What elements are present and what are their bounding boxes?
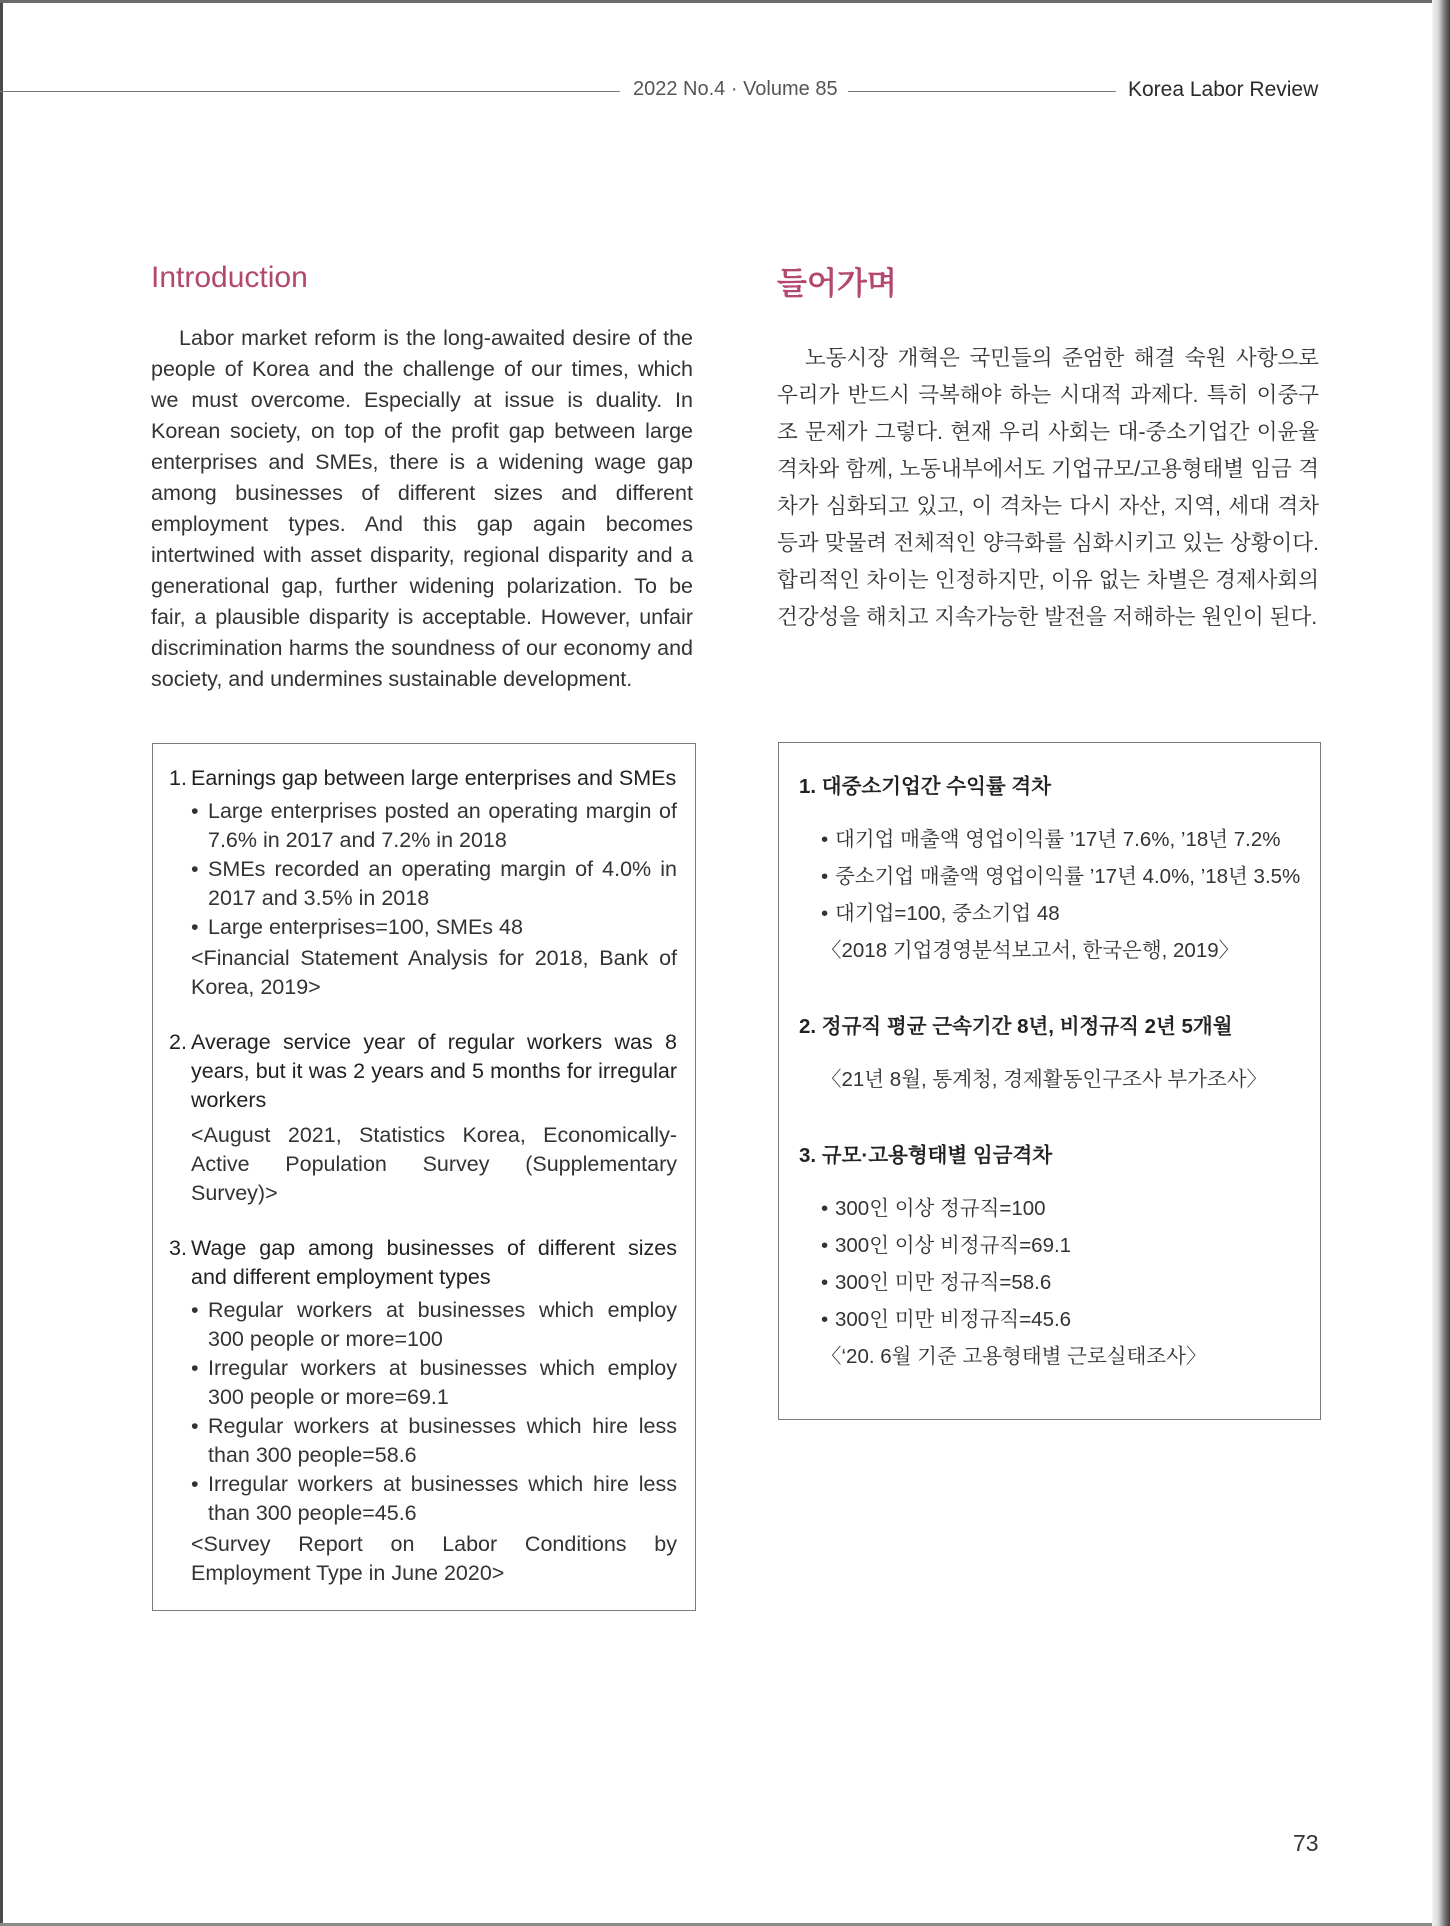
source-citation: <Survey Report on Labor Conditions by Employment Type in June 2020> — [191, 1532, 677, 1585]
page-number: 73 — [1293, 1830, 1319, 1856]
box-item — [799, 1013, 1302, 1098]
bullet-dot-icon: • — [821, 902, 829, 925]
intro-paragraph-korean: 노동시장 개혁은 국민들의 준엄한 해결 숙원 사항으로 우리가 반드시 극복해야 하는 시대적 과제다. 특히 이중구조 문제가 그렇다. 현재 우리 사회는 대-중소기업간 이윤율 격차와 함께, 노동내부에서도 기업규모/고용형태별 임금 격차가 심화되고 있고, 이 격차는 다시 자산, 지역, 세대 격차 등과 맞물려 전체적인 양극화를 심화시키고 있는 상황이다. 합리적인 차이는 인정하지만, 이유 없는 차별은 경제사회의 건강성을 해치고 지속가능한 발전을 저해하는 원인이 된다. — [777, 346, 1319, 629]
box-item-title: 2. 정규직 평균 근속기간 8년, 비정규직 2년 5개월 — [799, 1015, 1233, 1038]
box-item-title: 3. 규모·고용형태별 임금격차 — [799, 1144, 1053, 1167]
box-item-title: 3. Wage gap among businesses of different sizes and different employment types — [169, 1236, 677, 1289]
page-edge-shadow — [1432, 0, 1450, 1926]
bullet-dot-icon: • — [821, 828, 829, 851]
issue-info: 2022 No.4 · Volume 85 — [633, 78, 838, 100]
bullet-dot-icon: • — [821, 1234, 829, 1257]
section-title-korean: 들어가며 — [777, 266, 897, 301]
bullet-item: • 300인 이상 비정규직=69.1 — [821, 1227, 1302, 1264]
source-citation: <August 2021, Statistics Korea, Economically-Active Population Survey (Supplementary Survey)> — [191, 1123, 677, 1205]
bullet-item: • 대기업 매출액 영업이익률 ’17년 7.6%, ’18년 7.2% — [821, 821, 1302, 858]
bullet-dot-icon: • — [191, 799, 199, 823]
box-item — [799, 1142, 1302, 1375]
statistics-box-english — [152, 743, 696, 1611]
bullet-item: • Irregular workers at businesses which employ 300 people or more=69.1 — [191, 1356, 677, 1409]
header-rule-left — [0, 91, 620, 92]
journal-title: Korea Labor Review — [1128, 78, 1319, 101]
box-item — [169, 764, 677, 1002]
source-citation: 〈2018 기업경영분석보고서, 한국은행, 2019〉 — [821, 939, 1240, 962]
bullet-item: • 300인 이상 정규직=100 — [821, 1190, 1302, 1227]
bullet-dot-icon: • — [821, 1308, 829, 1331]
bullet-item: • Irregular workers at businesses which hire less than 300 people=45.6 — [191, 1472, 677, 1525]
statistics-box-korean — [778, 742, 1321, 1420]
bullet-item: • Large enterprises=100, SMEs 48 — [191, 913, 677, 942]
bullet-item: • Regular workers at businesses which employ 300 people or more=100 — [191, 1298, 677, 1351]
source-citation: <Financial Statement Analysis for 2018, Bank of Korea, 2019> — [191, 946, 677, 999]
page-frame-top — [0, 0, 1432, 3]
box-item — [169, 1234, 677, 1588]
bullet-dot-icon: • — [191, 1472, 199, 1496]
bullet-list — [799, 821, 1302, 932]
source-citation: 〈21년 8월, 통계청, 경제활동인구조사 부가조사〉 — [821, 1068, 1268, 1091]
bullet-item: • SMEs recorded an operating margin of 4.0% in 2017 and 3.5% in 2018 — [191, 857, 677, 910]
bullet-dot-icon: • — [191, 1414, 199, 1438]
intro-paragraph-english: Labor market reform is the long-awaited desire of the people of Korea and the challenge of our times, which we must overcome. Especially at issue is duality. In Korean society, on top of the profit gap between large enterprises and SMEs, there is a widening wage gap among businesses of different sizes and different employment types. And this gap again becomes intertwined with asset disparity, regional disparity and a generational gap, further widening polarization. To be fair, a plausible disparity is acceptable. However, unfair discrimination harms the soundness of our economy and society, and undermines sustainable development. — [151, 326, 693, 691]
bullet-item: • 300인 미만 정규직=58.6 — [821, 1264, 1302, 1301]
bullet-dot-icon: • — [821, 865, 829, 888]
bullet-list — [169, 1296, 677, 1528]
box-item-title: 1. Earnings gap between large enterprises and SMEs — [169, 766, 677, 790]
bullet-list — [799, 1190, 1302, 1338]
bullet-item: • Regular workers at businesses which hire less than 300 people=58.6 — [191, 1414, 677, 1467]
box-item-title: 2. Average service year of regular workers was 8 years, but it was 2 years and 5 months for irregular workers — [169, 1030, 677, 1112]
section-title-english: Introduction — [151, 261, 308, 294]
box-item-title: 1. 대중소기업간 수익률 격차 — [799, 775, 1052, 798]
bullet-list — [169, 797, 677, 942]
bullet-item: • Large enterprises posted an operating margin of 7.6% in 2017 and 7.2% in 2018 — [191, 799, 677, 852]
source-citation: 〈‘20. 6월 기준 고용형태별 근로실태조사〉 — [821, 1345, 1207, 1368]
bullet-dot-icon: • — [191, 857, 199, 881]
bullet-dot-icon: • — [821, 1271, 829, 1294]
bullet-dot-icon: • — [821, 1197, 829, 1220]
page-frame-left — [0, 0, 3, 1926]
bullet-item: • 대기업=100, 중소기업 48 — [821, 895, 1302, 932]
header-rule-right — [848, 91, 1116, 92]
bullet-dot-icon: • — [191, 915, 199, 939]
bullet-dot-icon: • — [191, 1298, 199, 1322]
bullet-item: • 300인 미만 비정규직=45.6 — [821, 1301, 1302, 1338]
box-item — [799, 773, 1302, 969]
bullet-item: • 중소기업 매출액 영업이익률 ’17년 4.0%, ’18년 3.5% — [821, 858, 1302, 895]
box-item — [169, 1028, 677, 1208]
bullet-dot-icon: • — [191, 1356, 199, 1380]
running-header — [0, 74, 1330, 106]
